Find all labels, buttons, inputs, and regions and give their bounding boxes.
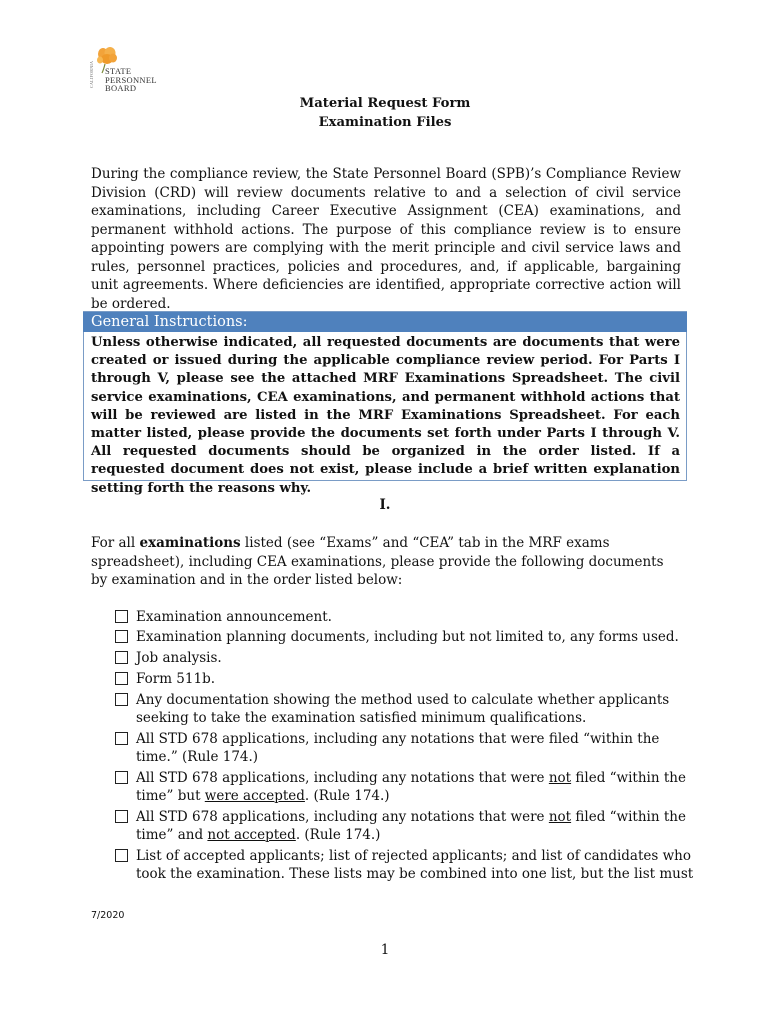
text-run: All STD 678 applications, including any notations that were <box>136 770 549 786</box>
checklist-item-label: Examination planning documents, including but not limited to, any forms used. <box>136 629 679 645</box>
logo-line-1: STATE <box>105 66 132 76</box>
checkbox[interactable] <box>115 849 128 862</box>
general-instructions-heading: General Instructions: <box>83 312 687 332</box>
text-run: . (Rule 174.) <box>304 788 390 804</box>
checklist-item-label: Job analysis. <box>136 650 222 666</box>
checkbox[interactable] <box>115 651 128 664</box>
section-intro <box>91 534 681 590</box>
general-instructions-body: Unless otherwise indicated, all requested documents are documents that were created or issued during the applicable compliance review period. For Parts I through V, please see the attached MRF Examinations Spreadsheet. The civil service examinations, CEA examinations, and permanent withhold actions that will be reviewed are listed in the MRF Examinations Spreadsheet. For each matter listed, please provide the documents set forth under Parts I through V. All requested documents should be organized in the order listed. If a requested document does not exist, please include a brief written explanation setting forth the reasons why. <box>91 335 680 496</box>
checklist-item <box>114 847 694 883</box>
text-run: . (Rule 174.) <box>295 827 381 843</box>
checklist-item-label: All STD 678 applications, including any notations that were filed “within the time.” (Rule 174.) <box>136 731 660 765</box>
logo-side-text: CALIFORNIA <box>89 60 94 88</box>
form-title-line-2: Examination Files <box>318 115 452 130</box>
checkbox[interactable] <box>115 672 128 685</box>
checklist-item-label <box>136 809 686 843</box>
checklist-item <box>114 808 694 844</box>
logo-line-3: BOARD <box>105 83 137 93</box>
checklist-item <box>114 670 694 688</box>
underlined-text: not accepted <box>207 827 296 843</box>
text-run: All STD 678 applications, including any notations that were <box>136 809 549 825</box>
checklist-item <box>114 730 694 766</box>
form-title <box>0 94 770 132</box>
section-intro-end: listed (see “Exams” and “CEA” tab in the MRF exams spreadsheet), including CEA examinations, please provide the following documents by examination and in the order listed below: <box>91 535 664 588</box>
underlined-text: were accepted <box>204 788 305 804</box>
checklist-item-label: Form 511b. <box>136 671 216 687</box>
general-instructions-box <box>83 311 687 496</box>
checkbox[interactable] <box>115 732 128 745</box>
checklist-item <box>114 608 694 626</box>
underlined-text: not <box>548 770 572 786</box>
spb-logo <box>88 44 168 92</box>
text-run: filed “within the time” and <box>136 809 686 843</box>
section-intro-start: For all <box>91 535 140 551</box>
section-intro-bold: examinations <box>139 535 241 551</box>
checklist-item <box>114 628 694 646</box>
checkbox[interactable] <box>115 630 128 643</box>
checkbox[interactable] <box>115 610 128 623</box>
logo-wordmark <box>105 67 157 93</box>
checklist-item-label: List of accepted applicants; list of rejected applicants; and list of candidates who took the examination. These lists may be combined into one list, but the list must <box>136 848 694 882</box>
underlined-text: not <box>548 809 572 825</box>
checkbox[interactable] <box>115 771 128 784</box>
intro-paragraph: During the compliance review, the State Personnel Board (SPB)’s Compliance Review Division (CRD) will review documents relative to and a selection of civil service examinations, including Career Executive Assignment (CEA) examinations, and permanent withhold actions. The purpose of this compliance review is to ensure appointing powers are complying with the merit principle and civil service laws and rules, personnel practices, policies and procedures, and, if applicable, bargaining unit agreements. Where deficiencies are identified, appropriate corrective action will be ordered. <box>91 166 681 312</box>
section-number: I. <box>379 497 391 513</box>
checklist-item-label: Any documentation showing the method used to calculate whether applicants seeking to take the examination satisfied minimum qualifications. <box>136 692 670 726</box>
checklist-item <box>114 691 694 727</box>
checkbox[interactable] <box>115 810 128 823</box>
text-run: filed “within the time” but <box>136 770 686 804</box>
checkbox[interactable] <box>115 693 128 706</box>
revision-date: 7/2020 <box>91 910 125 921</box>
document-checklist <box>114 608 694 883</box>
checklist-item <box>114 649 694 667</box>
checklist-item-label: Examination announcement. <box>136 609 332 625</box>
checklist-item <box>114 769 694 805</box>
logo-line-2: PERSONNEL <box>105 74 157 85</box>
checklist-item-label <box>136 770 686 804</box>
form-title-line-1: Material Request Form <box>299 96 471 111</box>
page-number: 1 <box>380 942 390 958</box>
